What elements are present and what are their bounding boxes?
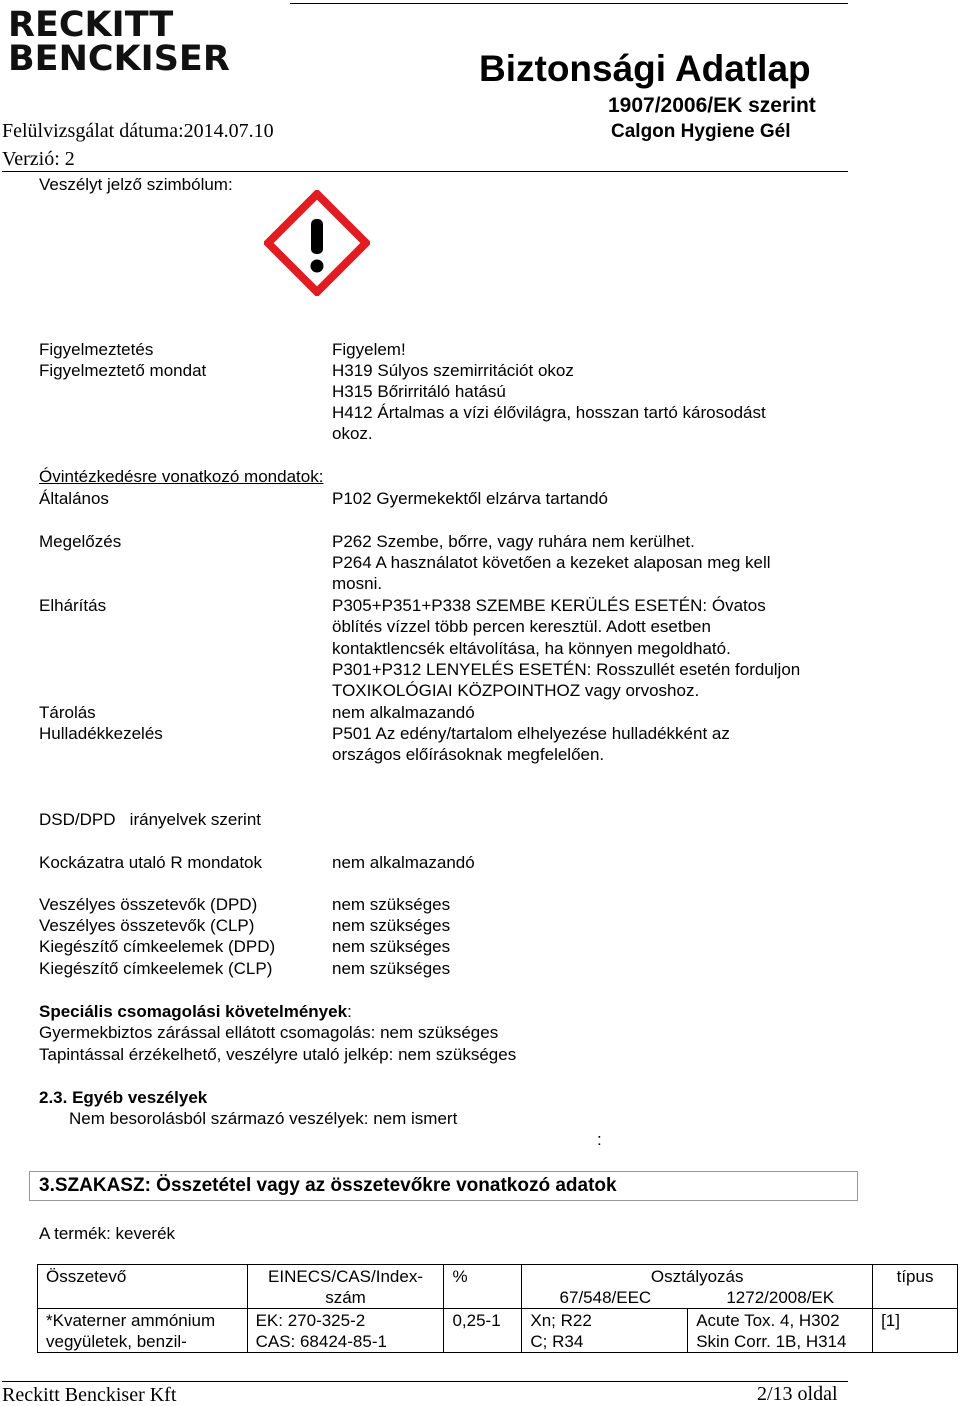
- exclamation-mark-pictogram-icon: [264, 190, 370, 296]
- hazard-statement: H319 Súlyos szemirritációt okoz: [332, 361, 574, 380]
- general-value: P102 Gyermekektől elzárva tartandó: [332, 489, 608, 508]
- hazard-symbol-label: Veszélyt jelző szimbólum:: [39, 175, 233, 194]
- precautionary-heading: Óvintézkedésre vonatkozó mondatok:: [39, 467, 324, 486]
- document-title: Biztonsági Adatlap: [479, 48, 811, 89]
- regulation-reference: 1907/2006/EK szerint: [608, 94, 816, 117]
- logo-line-1: RECKITT: [8, 5, 174, 45]
- product-type: A termék: keverék: [39, 1224, 176, 1243]
- dsd-row-value: nem szükséges: [332, 937, 451, 956]
- logo-line-2: BENCKISER: [8, 39, 230, 79]
- other-hazards-heading: 2.3. Egyéb veszélyek: [39, 1088, 208, 1107]
- packaging-heading: [39, 1001, 352, 1022]
- r-phrases-label: Kockázatra utaló R mondatok: [39, 853, 263, 872]
- precaution-line: kontaktlencsék eltávolítása, ha könnyen megoldható.: [332, 639, 731, 658]
- precaution-line: P501 Az edény/tartalom elhelyezése hulladékként az: [332, 724, 730, 743]
- table-header-row: [38, 1265, 958, 1309]
- dsd-row-label: Veszélyes összetevők (CLP): [39, 916, 255, 935]
- footer-rule: [2, 1381, 848, 1382]
- precaution-line: országos előírásoknak megfelelően.: [332, 745, 605, 764]
- precaution-line: öblítés vízzel több percen keresztül. Adott esetben: [332, 617, 711, 636]
- footer-company: Reckitt Benckiser Kft: [2, 1384, 177, 1406]
- r-phrases-value: nem alkalmazandó: [332, 853, 475, 872]
- dsd-row-label: Kiegészítő címkeelemek (DPD): [39, 937, 276, 956]
- other-hazards-text: Nem besorolásból származó veszélyek: nem ismert: [69, 1109, 458, 1128]
- hazard-statement: H412 Ártalmas a vízi élővilágra, hosszan tartó károsodást: [332, 403, 766, 422]
- stray-colon: :: [597, 1130, 602, 1149]
- version: Verzió: 2: [2, 148, 75, 170]
- header-bottom-rule: [2, 171, 848, 172]
- header-clp: 1272/2008/EK: [726, 1288, 835, 1307]
- table-row: [38, 1309, 958, 1353]
- composition-table: [37, 1264, 958, 1353]
- precaution-line: nem alkalmazandó: [332, 703, 475, 722]
- hazard-statement: okoz.: [332, 424, 373, 443]
- header-classification: Osztályozás 67/548/EEC 1272/2008/EK: [522, 1265, 873, 1309]
- hazard-statement: H315 Bőrirritáló hatású: [332, 382, 506, 401]
- precaution-line: TOXIKOLÓGIAI KÖZPOINTHOZ vagy orvoshoz.: [332, 681, 700, 700]
- dsd-row-value: nem szükséges: [332, 916, 451, 935]
- precaution-line: P264 A használatot követően a kezeket alaposan meg kell: [332, 553, 771, 572]
- identifier-cell: EK: 270-325-2 CAS: 68424-85-1: [247, 1309, 444, 1353]
- section-3-title: 3.SZAKASZ: Összetétel vagy az összetevőkre vonatkozó adatok: [39, 1175, 617, 1196]
- header-type: típus: [873, 1265, 958, 1309]
- header-top-rule: [290, 3, 848, 4]
- clp-classification-cell: Acute Tox. 4, H302 Skin Corr. 1B, H314: [688, 1309, 873, 1353]
- packaging-heading-text: Speciális csomagolási követelmények: [39, 1002, 348, 1021]
- header-component: Összetevő: [38, 1265, 248, 1309]
- precaution-line: P262 Szembe, bőrre, vagy ruhára nem kerülhet.: [332, 532, 695, 551]
- dsd-classification-cell: Xn; R22 C; R34: [522, 1309, 688, 1353]
- precaution-line: mosni.: [332, 574, 383, 593]
- dsd-heading: DSD/DPD irányelvek szerint: [39, 810, 262, 829]
- type-cell: [1]: [873, 1309, 958, 1353]
- prevention-label: Megelőzés: [39, 532, 122, 551]
- precaution-line: P301+P312 LENYELÉS ESETÉN: Rosszullét esetén forduljon: [332, 660, 801, 679]
- dsd-row-value: nem szükséges: [332, 959, 451, 978]
- dsd-row-label: Kiegészítő címkeelemek (CLP): [39, 959, 273, 978]
- dsd-row-value: nem szükséges: [332, 895, 451, 914]
- dsd-row-label: Veszélyes összetevők (DPD): [39, 895, 258, 914]
- precaution-line: P305+P351+P338 SZEMBE KERÜLÉS ESETÉN: Óvatos: [332, 596, 766, 615]
- footer-page-number: 2/13 oldal: [757, 1383, 838, 1405]
- packaging-heading-colon: :: [347, 1002, 352, 1021]
- component-cell: *Kvaterner ammónium vegyületek, benzil-: [38, 1309, 248, 1353]
- child-proof-closure: Gyermekbiztos zárással ellátott csomagolás: nem szükséges: [39, 1023, 499, 1042]
- signal-word-label: Figyelmeztetés: [39, 340, 154, 359]
- signal-word-value: Figyelem!: [332, 340, 406, 359]
- general-label: Általános: [39, 489, 109, 508]
- percent-cell: 0,25-1: [444, 1309, 522, 1353]
- header-dsd: 67/548/EEC: [559, 1288, 652, 1307]
- response-label: Elhárítás: [39, 596, 107, 615]
- hazard-statement-label: Figyelmeztető mondat: [39, 361, 207, 380]
- product-name: Calgon Hygiene Gél: [611, 121, 791, 142]
- disposal-label: Hulladékkezelés: [39, 724, 163, 743]
- revision-date: Felülvizsgálat dátuma:2014.07.10: [2, 120, 274, 142]
- header-einecs: EINECS/CAS/Index- szám: [247, 1265, 444, 1309]
- header-percent: %: [444, 1265, 522, 1309]
- tactile-warning: Tapintással érzékelhető, veszélyre utaló jelkép: nem szükséges: [39, 1045, 517, 1064]
- storage-label: Tárolás: [39, 703, 96, 722]
- company-logo: [8, 5, 230, 79]
